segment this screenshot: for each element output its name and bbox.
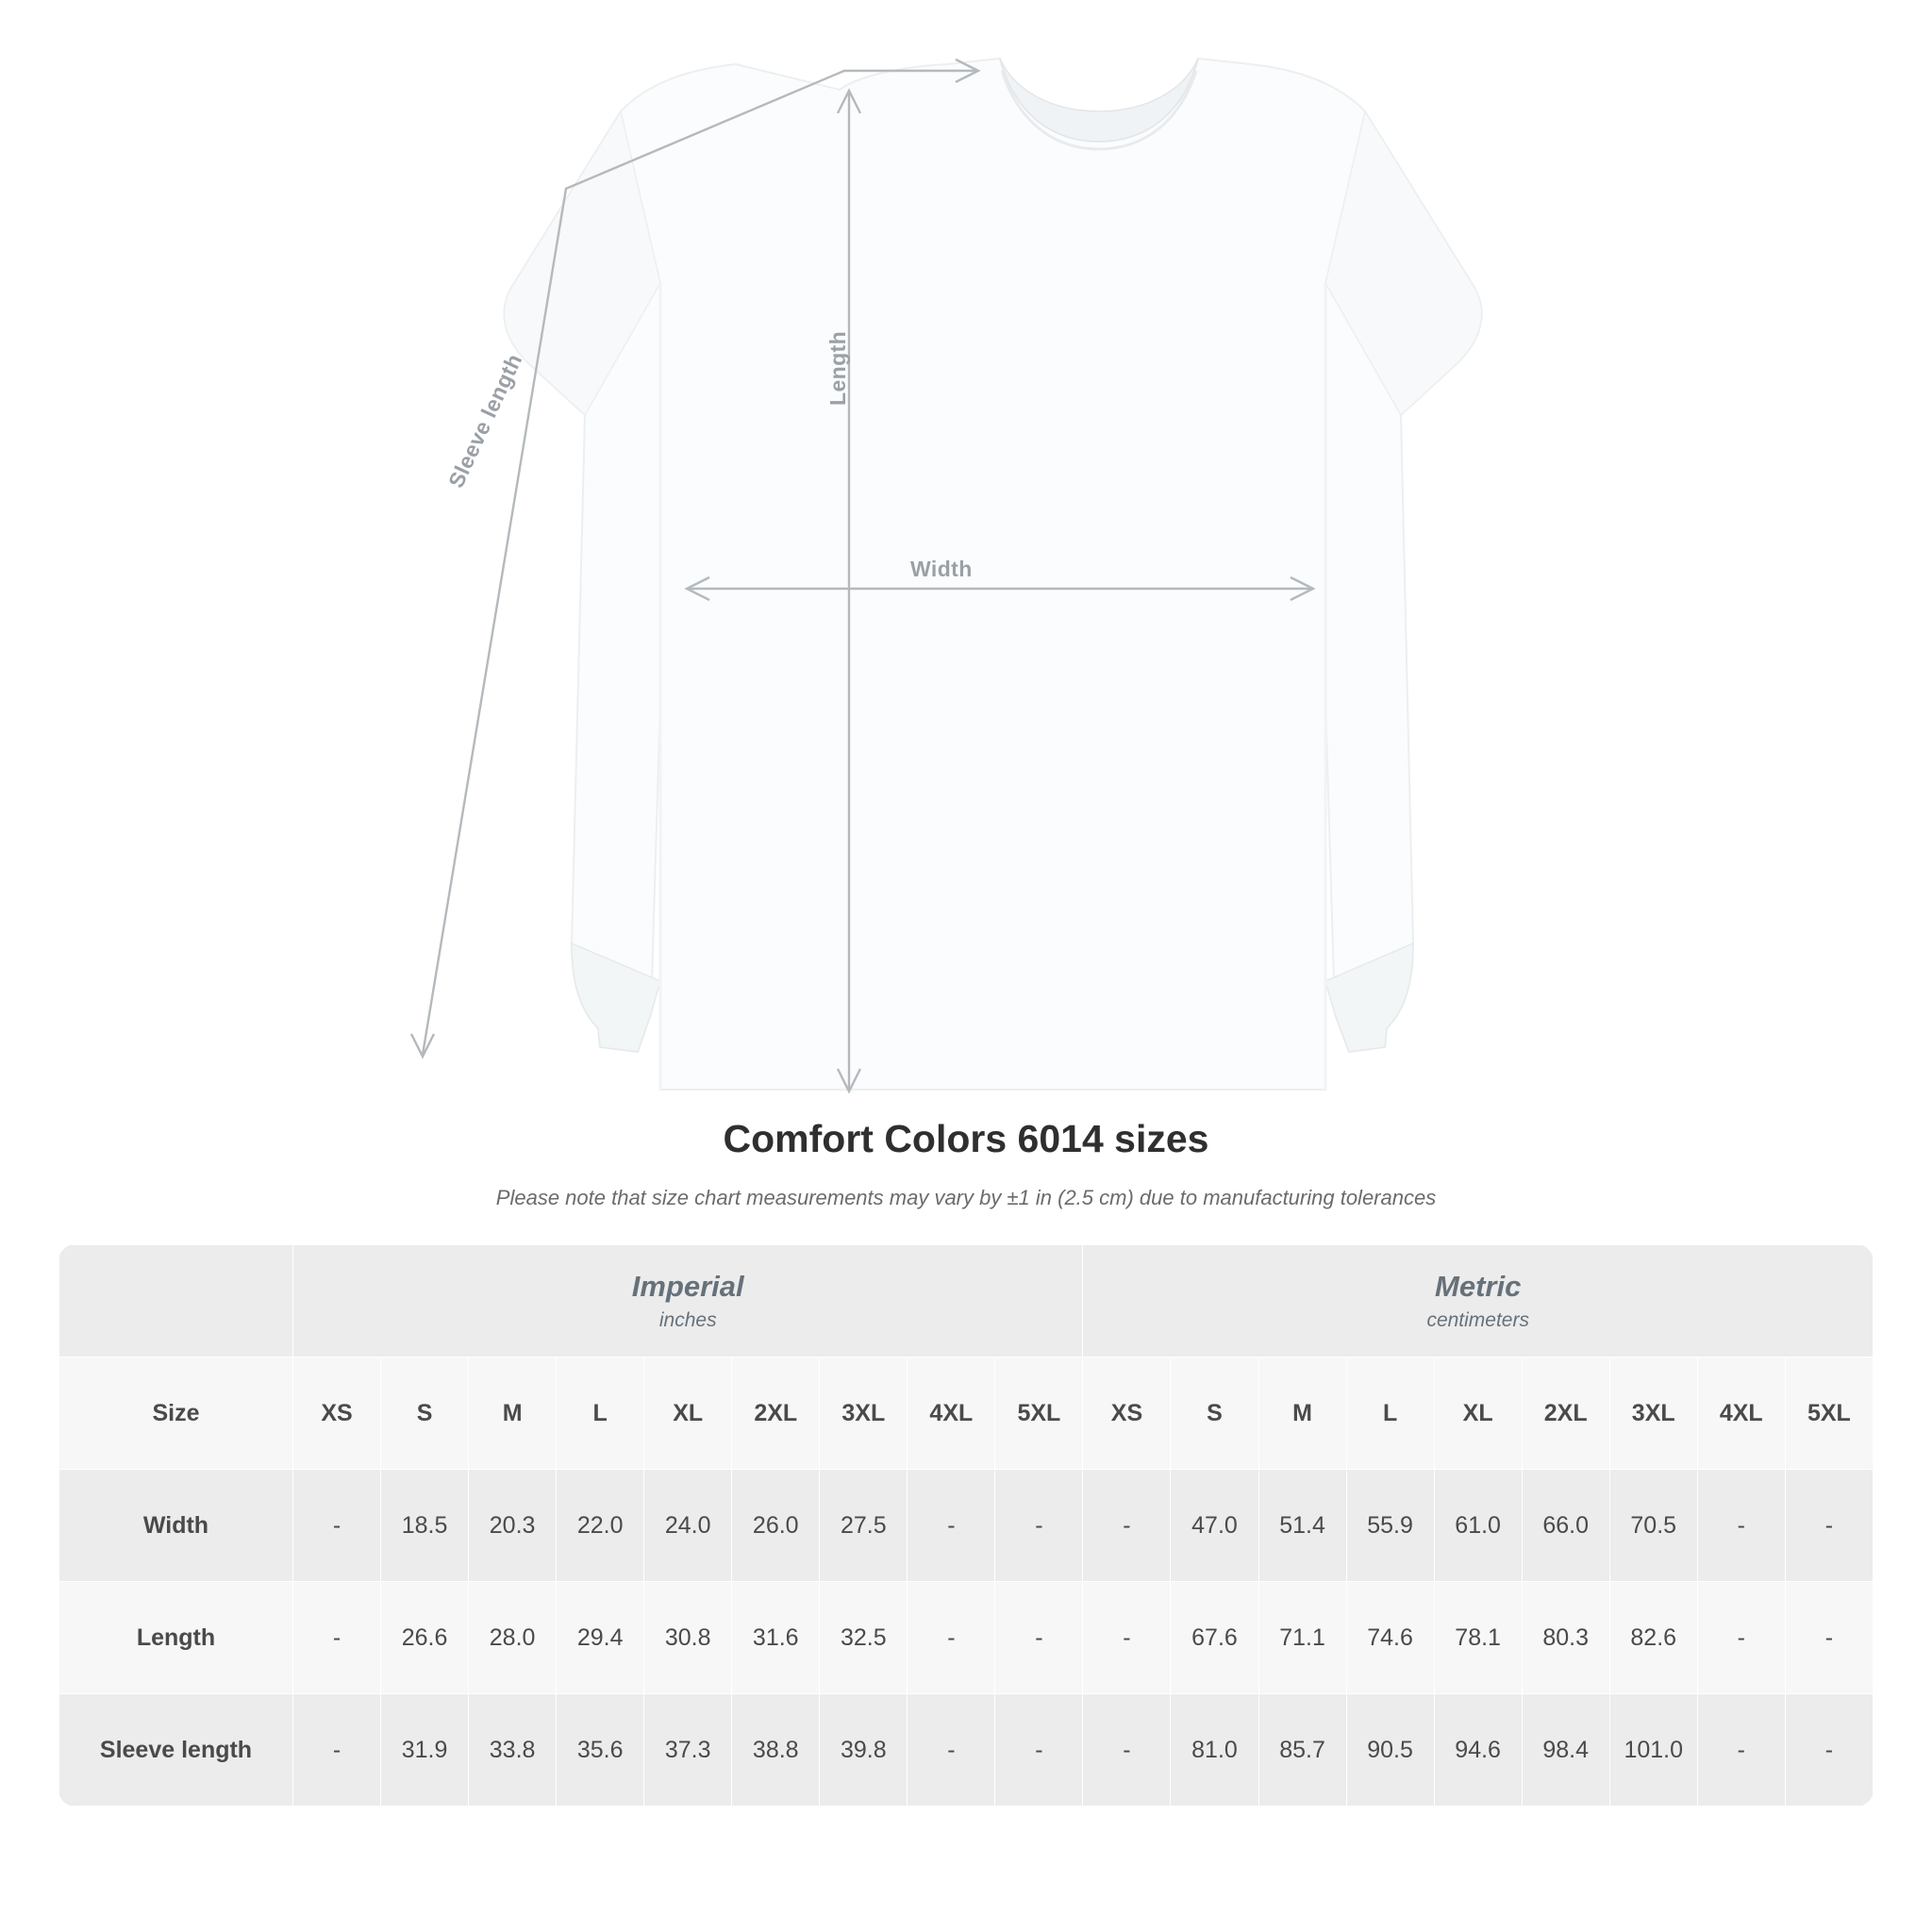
table-corner-cell: [59, 1245, 293, 1357]
measurement-cell: 39.8: [820, 1694, 908, 1807]
measurement-cell: 31.6: [732, 1582, 820, 1694]
measurement-cell: -: [293, 1470, 381, 1582]
size-table-wrapper: [58, 1244, 1874, 1807]
size-table: [58, 1244, 1874, 1807]
unit-group-metric-sub: centimeters: [1426, 1308, 1529, 1331]
measurement-cell: 78.1: [1434, 1582, 1522, 1694]
size-column-header: 3XL: [820, 1357, 908, 1470]
size-header-label: Size: [59, 1357, 293, 1470]
measurement-cell: -: [1083, 1694, 1171, 1807]
measurement-cell: 28.0: [469, 1582, 557, 1694]
measurement-cell: -: [293, 1694, 381, 1807]
measurement-cell: 32.5: [820, 1582, 908, 1694]
row-label-length: Length: [59, 1582, 293, 1694]
size-column-header: 2XL: [732, 1357, 820, 1470]
measurement-cell: -: [1697, 1582, 1785, 1694]
measurement-cell: 47.0: [1171, 1470, 1258, 1582]
measurement-cell: -: [995, 1694, 1083, 1807]
unit-group-metric-label: Metric: [1435, 1270, 1522, 1304]
size-column-header: 2XL: [1522, 1357, 1609, 1470]
tshirt-shape: [504, 58, 1481, 1090]
measurement-cell: 71.1: [1258, 1582, 1346, 1694]
length-dimension-label: Length: [825, 330, 850, 406]
measurement-cell: 61.0: [1434, 1470, 1522, 1582]
measurement-cell: 35.6: [557, 1694, 644, 1807]
measurement-cell: -: [1697, 1470, 1785, 1582]
measurement-cell: 33.8: [469, 1694, 557, 1807]
row-label-sleeve-length: Sleeve length: [59, 1694, 293, 1807]
size-column-header: S: [1171, 1357, 1258, 1470]
measurement-cell: 67.6: [1171, 1582, 1258, 1694]
measurement-cell: 18.5: [381, 1470, 469, 1582]
measurement-cell: -: [1083, 1582, 1171, 1694]
size-column-header: 4XL: [908, 1357, 995, 1470]
measurement-cell: 74.6: [1346, 1582, 1434, 1694]
unit-group-imperial: [293, 1245, 1083, 1357]
size-column-header: XL: [1434, 1357, 1522, 1470]
measurement-cell: 98.4: [1522, 1694, 1609, 1807]
measurement-cell: 82.6: [1609, 1582, 1697, 1694]
measurement-cell: -: [1785, 1470, 1873, 1582]
measurement-cell: 20.3: [469, 1470, 557, 1582]
measurement-cell: 66.0: [1522, 1470, 1609, 1582]
size-column-header: XS: [1083, 1357, 1171, 1470]
size-column-header: M: [469, 1357, 557, 1470]
table-row: [59, 1470, 1874, 1582]
table-row: [59, 1694, 1874, 1807]
measurement-cell: 37.3: [644, 1694, 732, 1807]
measurement-cell: -: [1697, 1694, 1785, 1807]
measurement-cell: 22.0: [557, 1470, 644, 1582]
unit-group-metric: [1083, 1245, 1874, 1357]
measurement-cell: 27.5: [820, 1470, 908, 1582]
measurement-cell: -: [1083, 1470, 1171, 1582]
size-header-row: [59, 1357, 1874, 1470]
page-title: Comfort Colors 6014 sizes: [723, 1117, 1209, 1160]
measurement-cell: 81.0: [1171, 1694, 1258, 1807]
size-column-header: 5XL: [995, 1357, 1083, 1470]
measurement-cell: 30.8: [644, 1582, 732, 1694]
measurement-cell: -: [908, 1694, 995, 1807]
size-column-header: XS: [293, 1357, 381, 1470]
measurement-cell: -: [1785, 1582, 1873, 1694]
unit-group-imperial-sub: inches: [658, 1308, 717, 1331]
unit-group-imperial-label: Imperial: [631, 1270, 744, 1304]
size-column-header: S: [381, 1357, 469, 1470]
table-row: [59, 1582, 1874, 1694]
unit-group-row: [59, 1245, 1874, 1357]
size-column-header: XL: [644, 1357, 732, 1470]
measurement-cell: 38.8: [732, 1694, 820, 1807]
measurement-cell: 70.5: [1609, 1470, 1697, 1582]
size-column-header: 3XL: [1609, 1357, 1697, 1470]
measurement-cell: -: [908, 1470, 995, 1582]
size-column-header: M: [1258, 1357, 1346, 1470]
measurement-cell: 31.9: [381, 1694, 469, 1807]
measurement-cell: 24.0: [644, 1470, 732, 1582]
measurement-cell: 90.5: [1346, 1694, 1434, 1807]
measurement-cell: -: [995, 1582, 1083, 1694]
size-column-header: L: [1346, 1357, 1434, 1470]
size-table-body: [59, 1245, 1874, 1807]
measurement-cell: 85.7: [1258, 1694, 1346, 1807]
measurement-cell: -: [293, 1582, 381, 1694]
page-subtitle: Please note that size chart measurements may vary by ±1 in (2.5 cm) due to manufacturing tolerances: [495, 1186, 1437, 1209]
measurement-cell: 94.6: [1434, 1694, 1522, 1807]
width-dimension-label: Width: [910, 557, 973, 581]
measurement-cell: 55.9: [1346, 1470, 1434, 1582]
sleeve-length-dimension-label: Sleeve length: [443, 349, 527, 491]
measurement-cell: -: [995, 1470, 1083, 1582]
size-column-header: 5XL: [1785, 1357, 1873, 1470]
measurement-cell: 26.6: [381, 1582, 469, 1694]
measurement-cell: 101.0: [1609, 1694, 1697, 1807]
measurement-cell: 80.3: [1522, 1582, 1609, 1694]
measurement-cell: -: [1785, 1694, 1873, 1807]
size-column-header: L: [557, 1357, 644, 1470]
row-label-width: Width: [59, 1470, 293, 1582]
size-column-header: 4XL: [1697, 1357, 1785, 1470]
measurement-cell: -: [908, 1582, 995, 1694]
measurement-cell: 51.4: [1258, 1470, 1346, 1582]
measurement-cell: 29.4: [557, 1582, 644, 1694]
measurement-cell: 26.0: [732, 1470, 820, 1582]
